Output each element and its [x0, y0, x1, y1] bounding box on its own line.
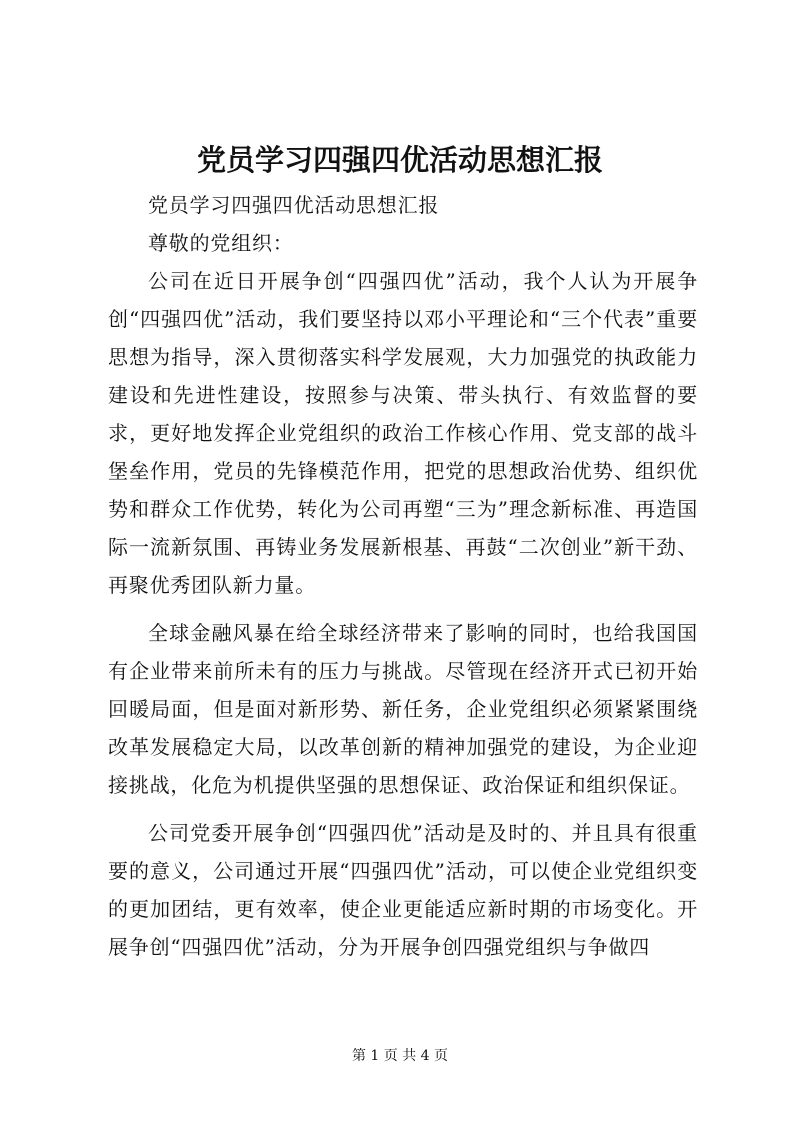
paragraph-subtitle: 党员学习四强四优活动思想汇报 — [148, 193, 440, 217]
paragraph-3: 公司党委开展争创“四强四优”活动是及时的、并且具有很重要的意义，公司通过开展“四强四优”活动，可以使企业党组织变的更加团结，更有效率，使企业更能适应新时期的市场变化。开展争创“四强四优”活动，分为开展争创四强党组织与争做四 — [108, 821, 698, 959]
paragraph-1: 公司在近日开展争创“四强四优”活动，我个人认为开展争创“四强四优”活动，我们要坚持以邓小平理论和“三个代表”重要思想为指导，深入贯彻落实科学发展观，大力加强党的执政能力建设和先进性建设，按照参与决策、带头执行、有效监督的要求，更好地发挥企业党组织的政治工作核心作用、党支部的战斗堡垒作用，党员的先锋模范作用，把党的思想政治优势、组织优势和群众工作优势，转化为公司再塑“三为”理念新标准、再造国际一流新氛围、再铸业务发展新根基、再鼓“二次创业”新干劲、再聚优秀团队新力量。 — [108, 269, 698, 597]
paragraph-2: 全球金融风暴在给全球经济带来了影响的同时，也给我国国有企业带来前所未有的压力与挑战。尽管现在经济开式已初开始回暖局面，但是面对新形势、新任务，企业党组织必须紧紧围绕改革发展稳定大局，以改革创新的精神加强党的建设，为企业迎接挑战，化危为机提供坚强的思想保证、政治保证和组织保证。 — [108, 621, 698, 797]
document-title: 党员学习四强四优活动思想汇报 — [196, 143, 603, 177]
document-body — [108, 186, 698, 976]
paragraph-salutation: 尊敬的党组织： — [148, 231, 294, 255]
page-number-label: 第 1 页 共 4 页 — [351, 1048, 449, 1064]
page-footer — [0, 1046, 800, 1066]
